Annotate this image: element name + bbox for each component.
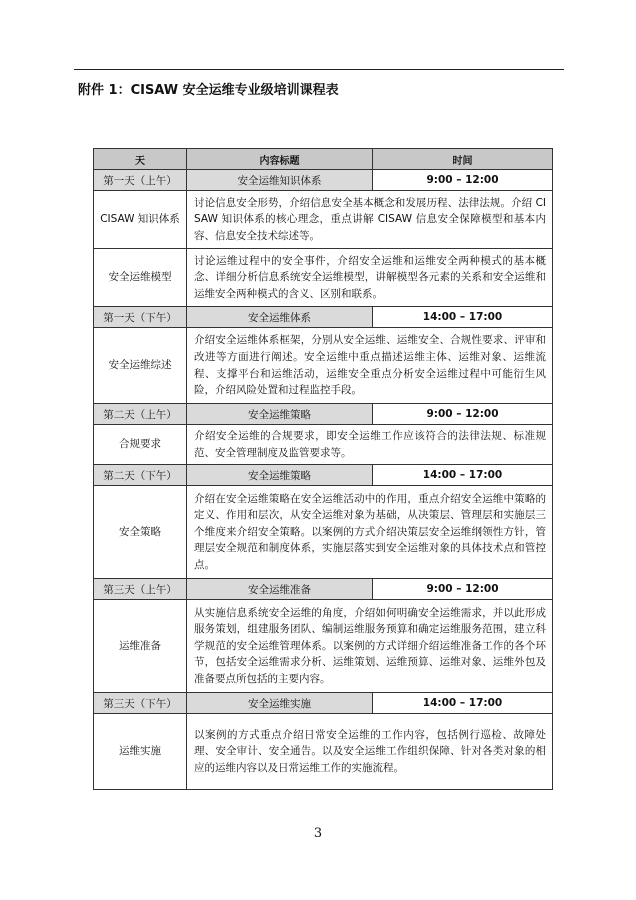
session-row — [94, 404, 553, 425]
session-content: 安全运维策略 — [187, 404, 373, 425]
topic-description: 讨论信息安全形势，介绍信息安全基本概念和发展历程、法律法规。介绍 CISAW 知识体系的核心理念，重点讲解 CISAW 信息安全保障模型和基本内容、信息安全技术综述等。 — [187, 191, 553, 249]
topic-name: 合规要求 — [94, 425, 187, 465]
session-row — [94, 579, 553, 600]
topic-row — [94, 425, 553, 465]
table-header-row — [94, 149, 553, 170]
session-time: 14:00 – 17:00 — [373, 307, 553, 328]
session-time: 9:00 – 12:00 — [373, 404, 553, 425]
session-time: 14:00 – 17:00 — [373, 465, 553, 486]
session-day: 第一天（上午） — [94, 170, 187, 191]
topic-description: 介绍安全运维体系框架，分别从安全运维、运维安全、合规性要求、评审和改进等方面进行阐述。安全运维中重点描述运维主体、运维对象、运维流程、支撑平台和运维活动，运维安全重点分析安全运维过程中可能衍生风险，介绍风险处置和过程监控手段。 — [187, 328, 553, 404]
topic-name: 运维实施 — [94, 714, 187, 790]
header-content: 内容标题 — [187, 149, 373, 170]
session-content: 安全运维知识体系 — [187, 170, 373, 191]
session-content: 安全运维准备 — [187, 579, 373, 600]
session-day: 第三天（下午） — [94, 693, 187, 714]
session-content: 安全运维实施 — [187, 693, 373, 714]
session-day: 第二天（下午） — [94, 465, 187, 486]
session-time: 9:00 – 12:00 — [373, 579, 553, 600]
topic-description: 从实施信息系统安全运维的角度，介绍如何明确安全运维需求，并以此形成服务策划，组建服务团队、编制运维服务预算和确定运维服务范围，建立科学规范的安全运维管理体系。以案例的方式详细介绍运维准备工作的各个环节，包括安全运维需求分析、运维策划、运维预算、运维对象、运维外包及准备要点所包括的主要内容。 — [187, 600, 553, 693]
course-schedule-table — [93, 148, 553, 790]
session-row — [94, 693, 553, 714]
session-row — [94, 170, 553, 191]
topic-name: 安全运维综述 — [94, 328, 187, 404]
topic-name: CISAW 知识体系 — [94, 191, 187, 249]
header-time: 时间 — [373, 149, 553, 170]
session-time: 14:00 – 17:00 — [373, 693, 553, 714]
topic-description: 讨论运维过程中的安全事件，介绍安全运维和运维安全两种模式的基本概念、详细分析信息系统安全运维模型，讲解模型各元素的关系和安全运维和运维安全两种模式的含义、区别和联系。 — [187, 249, 553, 307]
session-content: 安全运维体系 — [187, 307, 373, 328]
session-row — [94, 465, 553, 486]
session-content: 安全运维策略 — [187, 465, 373, 486]
header-rule — [74, 69, 564, 70]
topic-name: 安全策略 — [94, 486, 187, 579]
session-row — [94, 307, 553, 328]
topic-row — [94, 328, 553, 404]
session-day: 第二天（上午） — [94, 404, 187, 425]
session-time: 9:00 – 12:00 — [373, 170, 553, 191]
session-day: 第三天（上午） — [94, 579, 187, 600]
topic-name: 安全运维模型 — [94, 249, 187, 307]
topic-description: 以案例的方式重点介绍日常安全运维的工作内容，包括例行巡检、故障处理、安全审计、安全通告。以及安全运维工作组织保障、针对各类对象的相应的运维内容以及日常运维工作的实施流程。 — [187, 714, 553, 790]
topic-row — [94, 600, 553, 693]
topic-row — [94, 486, 553, 579]
page-title: 附件 1：CISAW 安全运维专业级培训课程表 — [78, 83, 339, 98]
topic-description: 介绍在安全运维策略在安全运维活动中的作用，重点介绍安全运维中策略的定义、作用和层次，从安全运维对象为基础，从决策层、管理层和实施层三个维度来介绍安全策略。以案例的方式介绍决策层安全运维纲领性方针，管理层安全规范和制度体系，实施层落实到安全运维对象的具体技术点和管控点。 — [187, 486, 553, 579]
topic-row — [94, 714, 553, 790]
topic-name: 运维准备 — [94, 600, 187, 693]
topic-row — [94, 249, 553, 307]
topic-description: 介绍安全运维的合规要求，即安全运维工作应该符合的法律法规、标准规范、安全管理制度及监管要求等。 — [187, 425, 553, 465]
header-day: 天 — [94, 149, 187, 170]
topic-row — [94, 191, 553, 249]
session-day: 第一天（下午） — [94, 307, 187, 328]
page-number: 3 — [313, 826, 323, 841]
